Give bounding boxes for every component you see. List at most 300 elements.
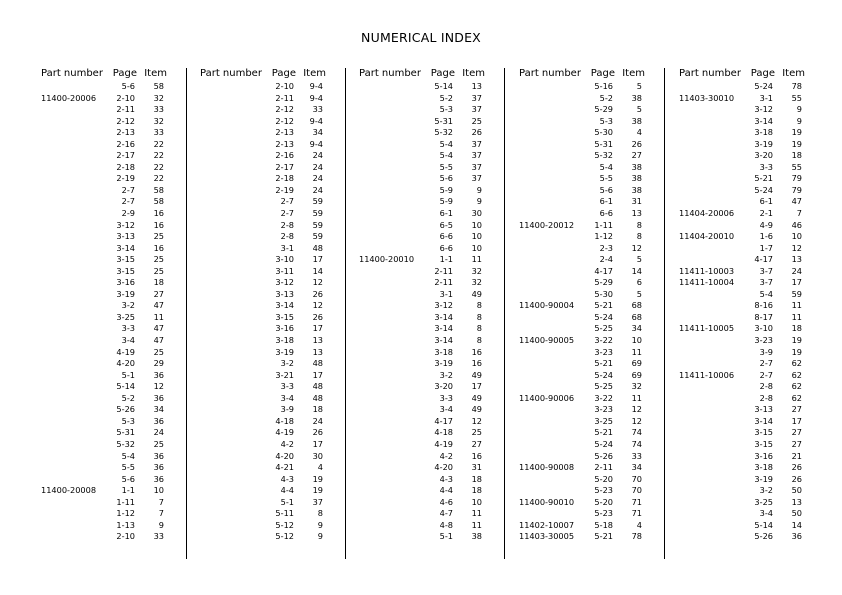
- item-number: 26: [791, 473, 802, 484]
- header-page: Page: [112, 68, 137, 79]
- index-row: [41, 220, 186, 232]
- item-number: 59: [312, 231, 323, 242]
- part-number: 11400-20012: [519, 219, 575, 230]
- page-number: 3-12: [116, 219, 135, 230]
- item-number: 11: [471, 508, 482, 519]
- page-number: 3-15: [116, 265, 135, 276]
- item-number: 32: [471, 277, 482, 288]
- index-row: [679, 243, 824, 255]
- index-row: [41, 173, 186, 185]
- item-number: 36: [153, 392, 164, 403]
- page-number: 5-1: [439, 531, 453, 542]
- page-number: 3-9: [280, 404, 294, 415]
- page-number: 3-18: [275, 335, 294, 346]
- index-row: [41, 254, 186, 266]
- item-number: 9-4: [309, 115, 323, 126]
- index-row: [359, 81, 504, 93]
- page-number: 4-21: [275, 462, 294, 473]
- page-number: 1-7: [759, 242, 773, 253]
- page-number: 3-19: [116, 288, 135, 299]
- item-number: 33: [153, 531, 164, 542]
- page-number: 3-13: [754, 404, 773, 415]
- index-row: [200, 393, 345, 405]
- page-number: 5-14: [434, 81, 453, 91]
- page-number: 2-7: [759, 358, 773, 369]
- item-number: 31: [471, 462, 482, 473]
- index-row: [359, 231, 504, 243]
- item-number: 55: [791, 92, 802, 103]
- page-number: 5-6: [121, 81, 135, 91]
- item-number: 25: [153, 438, 164, 449]
- index-row: [519, 381, 664, 393]
- page-number: 3-25: [116, 311, 135, 322]
- column-divider: [345, 68, 346, 559]
- index-row: [679, 139, 824, 151]
- index-row: [359, 277, 504, 289]
- page-number: 2-12: [275, 115, 294, 126]
- index-row: [200, 404, 345, 416]
- page-number: 5-32: [434, 127, 453, 138]
- page-number: 1-11: [594, 219, 613, 230]
- item-number: 16: [471, 346, 482, 357]
- page-number: 5-5: [439, 161, 453, 172]
- index-row: [519, 243, 664, 255]
- item-number: 10: [153, 485, 164, 496]
- index-row: [679, 508, 824, 520]
- item-number: 25: [471, 115, 482, 126]
- item-number: 10: [791, 231, 802, 242]
- index-column: [200, 67, 345, 543]
- page-number: 5-6: [121, 473, 135, 484]
- index-row: [519, 208, 664, 220]
- index-row: [679, 300, 824, 312]
- index-row: [200, 358, 345, 370]
- page-number: 5-12: [275, 519, 294, 530]
- index-row: [359, 462, 504, 474]
- page-number: 2-11: [434, 277, 453, 288]
- item-number: 10: [471, 219, 482, 230]
- item-number: 17: [471, 381, 482, 392]
- item-number: 18: [312, 404, 323, 415]
- item-number: 12: [471, 415, 482, 426]
- item-number: 50: [791, 508, 802, 519]
- item-number: 5: [636, 288, 642, 299]
- page-number: 2-8: [759, 392, 773, 403]
- page-title: NUMERICAL INDEX: [361, 30, 481, 45]
- index-row: [679, 531, 824, 543]
- item-number: 10: [471, 496, 482, 507]
- index-row: [519, 416, 664, 428]
- index-row: [359, 497, 504, 509]
- item-number: 37: [312, 496, 323, 507]
- item-number: 36: [153, 462, 164, 473]
- index-row: [41, 439, 186, 451]
- index-row: [200, 81, 345, 93]
- item-number: 9: [158, 519, 164, 530]
- index-row: [679, 497, 824, 509]
- index-row: [359, 416, 504, 428]
- item-number: 37: [471, 173, 482, 184]
- index-row: [679, 416, 824, 428]
- index-row: [519, 520, 664, 532]
- index-row: [359, 116, 504, 128]
- item-number: 38: [631, 161, 642, 172]
- item-number: 26: [471, 127, 482, 138]
- item-number: 34: [631, 323, 642, 334]
- item-number: 29: [153, 358, 164, 369]
- index-row: [519, 231, 664, 243]
- index-row: [359, 173, 504, 185]
- item-number: 4: [317, 462, 323, 473]
- item-number: 11: [471, 519, 482, 530]
- page-number: 3-18: [434, 346, 453, 357]
- item-number: 5: [636, 254, 642, 265]
- index-row: [679, 451, 824, 463]
- item-number: 79: [791, 173, 802, 184]
- page-number: 4-8: [439, 519, 453, 530]
- index-row: [679, 162, 824, 174]
- page-number: 3-10: [275, 254, 294, 265]
- item-number: 25: [153, 231, 164, 242]
- page-number: 1-12: [594, 231, 613, 242]
- index-row: [679, 323, 824, 335]
- page-number: 5-6: [439, 173, 453, 184]
- page-number: 3-25: [754, 496, 773, 507]
- item-number: 36: [791, 531, 802, 542]
- index-row: [679, 93, 824, 105]
- page-number: 2-11: [434, 265, 453, 276]
- index-row: [519, 312, 664, 324]
- index-row: [679, 427, 824, 439]
- item-number: 18: [791, 150, 802, 161]
- index-row: [200, 162, 345, 174]
- item-number: 11: [631, 392, 642, 403]
- page-number: 5-5: [121, 462, 135, 473]
- header-part-number: Part number: [679, 68, 741, 79]
- index-row: [679, 347, 824, 359]
- page-number: 2-10: [116, 92, 135, 103]
- page-number: 3-2: [121, 300, 135, 311]
- index-row: [519, 531, 664, 543]
- item-number: 12: [631, 242, 642, 253]
- item-number: 48: [312, 392, 323, 403]
- item-number: 13: [312, 346, 323, 357]
- index-row: [41, 300, 186, 312]
- page-number: 3-4: [439, 404, 453, 415]
- index-row: [200, 93, 345, 105]
- index-row: [200, 104, 345, 116]
- index-row: [41, 531, 186, 543]
- item-number: 37: [471, 104, 482, 115]
- index-row: [359, 393, 504, 405]
- item-number: 36: [153, 473, 164, 484]
- page-number: 3-3: [759, 161, 773, 172]
- item-number: 25: [471, 427, 482, 438]
- item-number: 12: [631, 404, 642, 415]
- item-number: 21: [791, 450, 802, 461]
- page-number: 3-23: [754, 335, 773, 346]
- page-number: 3-4: [121, 335, 135, 346]
- index-row: [41, 427, 186, 439]
- index-row: [679, 81, 824, 93]
- page-number: 2-3: [599, 242, 613, 253]
- page-number: 4-18: [434, 427, 453, 438]
- header-part-number: Part number: [41, 68, 103, 79]
- page-number: 4-18: [275, 415, 294, 426]
- index-row: [679, 439, 824, 451]
- page-number: 5-32: [594, 150, 613, 161]
- item-number: 17: [791, 415, 802, 426]
- index-row: [519, 508, 664, 520]
- index-row: [359, 196, 504, 208]
- page-number: 3-15: [116, 254, 135, 265]
- index-row: [359, 404, 504, 416]
- item-number: 24: [312, 150, 323, 161]
- index-row: [679, 127, 824, 139]
- index-row: [200, 312, 345, 324]
- item-number: 69: [631, 358, 642, 369]
- item-number: 62: [791, 392, 802, 403]
- item-number: 26: [312, 288, 323, 299]
- item-number: 8: [636, 231, 642, 242]
- item-number: 9: [317, 519, 323, 530]
- index-row: [200, 231, 345, 243]
- item-number: 62: [791, 381, 802, 392]
- item-number: 22: [153, 161, 164, 172]
- page-number: 5-3: [121, 415, 135, 426]
- page-number: 3-1: [280, 242, 294, 253]
- part-number: 11400-20010: [359, 254, 415, 265]
- index-column: [519, 67, 664, 543]
- page-number: 5-31: [116, 427, 135, 438]
- page-number: 6-1: [759, 196, 773, 207]
- item-number: 31: [631, 196, 642, 207]
- index-row: [359, 335, 504, 347]
- page-number: 3-22: [594, 335, 613, 346]
- index-row: [359, 300, 504, 312]
- page-number: 5-26: [754, 531, 773, 542]
- item-number: 17: [312, 323, 323, 334]
- item-number: 9: [476, 196, 482, 207]
- part-number: 11400-90005: [519, 335, 575, 346]
- item-number: 16: [153, 219, 164, 230]
- index-row: [200, 474, 345, 486]
- page-number: 3-10: [754, 323, 773, 334]
- page-number: 2-11: [594, 462, 613, 473]
- index-row: [200, 451, 345, 463]
- index-row: [200, 416, 345, 428]
- item-number: 18: [471, 485, 482, 496]
- page-number: 2-18: [116, 161, 135, 172]
- item-number: 26: [631, 138, 642, 149]
- item-number: 11: [471, 254, 482, 265]
- item-number: 37: [471, 92, 482, 103]
- part-number: 11411-10005: [679, 323, 735, 334]
- item-number: 33: [312, 104, 323, 115]
- index-row: [519, 266, 664, 278]
- index-row: [519, 462, 664, 474]
- item-number: 55: [791, 161, 802, 172]
- page-number: 2-19: [275, 184, 294, 195]
- index-row: [200, 196, 345, 208]
- item-number: 17: [312, 254, 323, 265]
- item-number: 74: [631, 427, 642, 438]
- page-number: 5-29: [594, 104, 613, 115]
- item-number: 19: [791, 335, 802, 346]
- page-number: 3-14: [754, 415, 773, 426]
- item-number: 59: [312, 196, 323, 207]
- index-row: [519, 393, 664, 405]
- page-number: 3-16: [275, 323, 294, 334]
- page-number: 3-9: [759, 346, 773, 357]
- item-number: 24: [791, 265, 802, 276]
- index-row: [359, 439, 504, 451]
- index-row: [519, 323, 664, 335]
- page-number: 6-1: [599, 196, 613, 207]
- item-number: 17: [312, 438, 323, 449]
- item-number: 6: [636, 277, 642, 288]
- index-row: [359, 312, 504, 324]
- page-number: 5-26: [116, 404, 135, 415]
- item-number: 50: [791, 485, 802, 496]
- item-number: 5: [636, 104, 642, 115]
- index-row: [359, 150, 504, 162]
- index-row: [519, 93, 664, 105]
- page-number: 3-13: [275, 288, 294, 299]
- part-number: 11411-10004: [679, 277, 735, 288]
- index-row: [359, 162, 504, 174]
- item-number: 16: [471, 450, 482, 461]
- part-number: 11400-20006: [41, 92, 97, 103]
- part-number: 11400-20008: [41, 485, 97, 496]
- index-row: [679, 381, 824, 393]
- index-row: [679, 462, 824, 474]
- page-number: 5-2: [599, 92, 613, 103]
- page-number: 3-7: [759, 277, 773, 288]
- page-number: 4-20: [116, 358, 135, 369]
- column-divider: [664, 68, 665, 559]
- item-number: 19: [312, 485, 323, 496]
- page-number: 2-13: [275, 127, 294, 138]
- index-row: [359, 185, 504, 197]
- item-number: 69: [631, 369, 642, 380]
- item-number: 47: [153, 335, 164, 346]
- index-row: [519, 127, 664, 139]
- part-number: 11400-90010: [519, 496, 575, 507]
- page-number: 2-19: [116, 173, 135, 184]
- item-number: 49: [471, 369, 482, 380]
- item-number: 32: [153, 92, 164, 103]
- index-row: [41, 185, 186, 197]
- header-item: Item: [303, 68, 326, 79]
- index-row: [41, 347, 186, 359]
- index-row: [359, 243, 504, 255]
- item-number: 49: [471, 392, 482, 403]
- index-row: [519, 370, 664, 382]
- index-row: [359, 485, 504, 497]
- item-number: 9: [476, 184, 482, 195]
- index-row: [359, 427, 504, 439]
- page-number: 3-1: [439, 288, 453, 299]
- index-row: [200, 220, 345, 232]
- index-row: [679, 393, 824, 405]
- page-number: 4-4: [280, 485, 294, 496]
- item-number: 37: [471, 138, 482, 149]
- index-row: [41, 196, 186, 208]
- page-number: 5-3: [439, 104, 453, 115]
- page-number: 5-4: [439, 150, 453, 161]
- item-number: 16: [471, 358, 482, 369]
- index-row: [41, 393, 186, 405]
- item-number: 38: [631, 115, 642, 126]
- index-row: [679, 289, 824, 301]
- page-number: 5-1: [121, 369, 135, 380]
- page-number: 2-16: [275, 150, 294, 161]
- index-row: [679, 185, 824, 197]
- index-row: [359, 520, 504, 532]
- item-number: 47: [791, 196, 802, 207]
- index-row: [41, 139, 186, 151]
- index-row: [200, 508, 345, 520]
- item-number: 18: [471, 473, 482, 484]
- page-number: 3-4: [759, 508, 773, 519]
- page-number: 5-23: [594, 508, 613, 519]
- index-row: [519, 289, 664, 301]
- page-number: 4-4: [439, 485, 453, 496]
- index-row: [359, 531, 504, 543]
- page-number: 2-10: [116, 531, 135, 542]
- page-number: 5-21: [594, 300, 613, 311]
- index-row: [200, 520, 345, 532]
- index-row: [519, 162, 664, 174]
- page-number: 3-14: [754, 115, 773, 126]
- page-number: 5-12: [275, 531, 294, 542]
- item-number: 58: [153, 81, 164, 91]
- part-number: 11403-30010: [679, 92, 735, 103]
- item-number: 10: [471, 231, 482, 242]
- item-number: 33: [153, 104, 164, 115]
- item-number: 70: [631, 473, 642, 484]
- index-row: [200, 323, 345, 335]
- index-row: [41, 289, 186, 301]
- header-item: Item: [622, 68, 645, 79]
- index-row: [200, 300, 345, 312]
- item-number: 12: [631, 415, 642, 426]
- item-number: 27: [471, 438, 482, 449]
- page-number: 2-10: [275, 81, 294, 91]
- item-number: 34: [631, 462, 642, 473]
- index-row: [41, 162, 186, 174]
- index-row: [41, 416, 186, 428]
- page-number: 5-31: [434, 115, 453, 126]
- index-row: [679, 266, 824, 278]
- item-number: 34: [153, 404, 164, 415]
- item-number: 12: [153, 381, 164, 392]
- index-row: [519, 104, 664, 116]
- index-row: [41, 520, 186, 532]
- item-number: 9: [796, 115, 802, 126]
- index-row: [359, 104, 504, 116]
- index-row: [41, 323, 186, 335]
- item-number: 59: [791, 288, 802, 299]
- index-row: [359, 139, 504, 151]
- item-number: 11: [791, 300, 802, 311]
- index-row: [519, 485, 664, 497]
- index-row: [679, 196, 824, 208]
- page-number: 3-2: [439, 369, 453, 380]
- page-number: 5-20: [594, 473, 613, 484]
- index-row: [519, 497, 664, 509]
